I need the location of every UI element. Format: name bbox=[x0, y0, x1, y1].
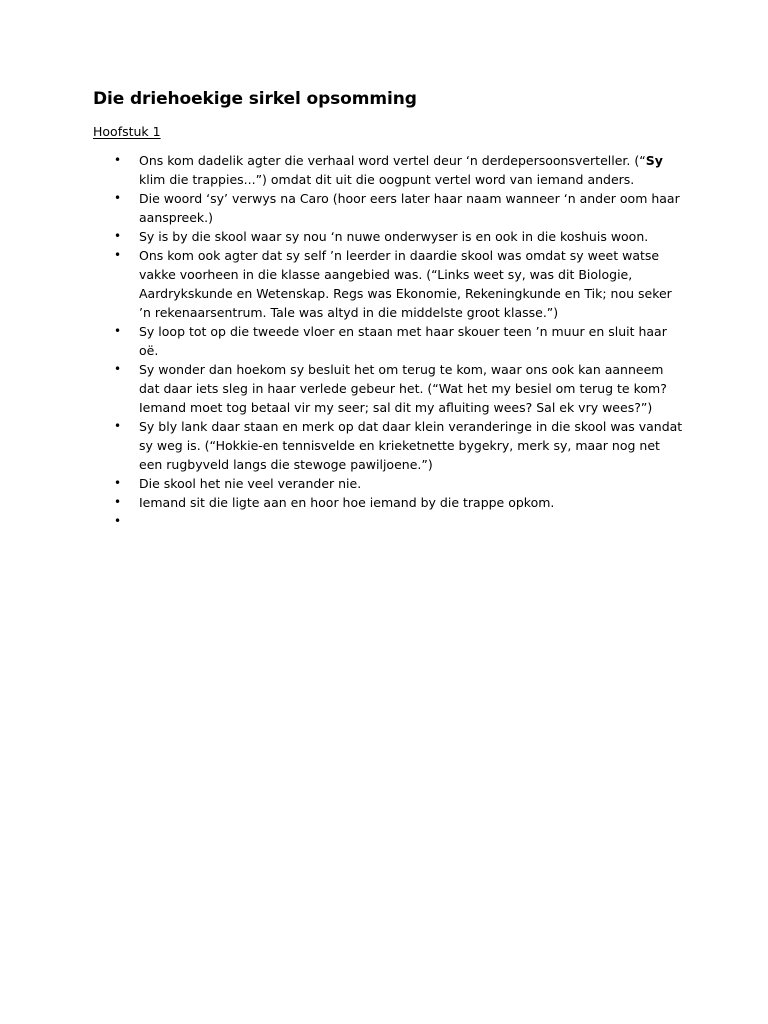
bullet-icon: • bbox=[114, 229, 122, 243]
list-item bbox=[93, 246, 683, 322]
list-item-text: Die woord ‘sy’ verwys na Caro (hoor eers later haar naam wanneer ‘n ander oom haar aanspreek.) bbox=[139, 191, 680, 225]
list-item bbox=[93, 151, 683, 189]
bullet-icon: • bbox=[114, 153, 122, 167]
list-item bbox=[93, 322, 683, 360]
bullet-icon: • bbox=[114, 495, 122, 509]
list-item-text: Iemand sit die ligte aan en hoor hoe iemand by die trappe opkom. bbox=[139, 495, 555, 510]
bullet-icon: • bbox=[114, 419, 122, 433]
bullet-icon: • bbox=[114, 514, 122, 528]
list-item-text: Sy loop tot op die tweede vloer en staan met haar skouer teen ’n muur en sluit haar oë. bbox=[139, 324, 667, 358]
list-item bbox=[93, 360, 683, 417]
bullet-icon: • bbox=[114, 324, 122, 338]
list-item-text: Ons kom dadelik agter die verhaal word vertel deur ‘n derdepersoonsverteller. (“Sy klim die trappies...”) omdat dit uit die oogpunt vertel word van iemand anders. bbox=[139, 153, 663, 187]
list-item-text: Sy is by die skool waar sy nou ‘n nuwe onderwyser is en ook in die koshuis woon. bbox=[139, 229, 649, 244]
bullet-icon: • bbox=[114, 362, 122, 376]
list-item bbox=[93, 417, 683, 474]
summary-bullet-list bbox=[93, 151, 683, 531]
bullet-icon: • bbox=[114, 476, 122, 490]
bullet-icon: • bbox=[114, 248, 122, 262]
document-title: Die driehoekige sirkel opsomming bbox=[93, 89, 417, 109]
list-item-text: Ons kom ook agter dat sy self ’n leerder in daardie skool was omdat sy weet watse vakke voorheen in die klasse aangebied was. (“Links weet sy, was dit Biologie, Aardrykskunde en Wetenskap. Regs was Ekonomie, Rekeningkunde en Tik; nou seker ’n rekenaarsentrum. Tale was altyd in die middelste groot klasse.”) bbox=[139, 248, 672, 320]
list-item-text: Sy wonder dan hoekom sy besluit het om terug te kom, waar ons ook kan aanneem dat daar iets sleg in haar verlede gebeur het. (“Wat het my besiel om terug te kom? Iemand moet tog betaal vir my seer; sal dit my afluiting wees? Sal ek vry wees?”) bbox=[139, 362, 667, 415]
list-item bbox=[93, 474, 683, 493]
list-item bbox=[93, 189, 683, 227]
bullet-icon: • bbox=[114, 191, 122, 205]
list-item-text bbox=[139, 512, 683, 531]
list-item bbox=[93, 227, 683, 246]
list-item-text: Sy bly lank daar staan en merk op dat daar klein veranderinge in die skool was vandat sy weg is. (“Hokkie-en tennisvelde en krieketnette bygekry, merk sy, maar nog net een rugbyveld langs die stewoge pawiljoene.”) bbox=[139, 419, 683, 472]
list-item bbox=[93, 493, 683, 512]
list-item-text: Die skool het nie veel verander nie. bbox=[139, 476, 362, 491]
list-item bbox=[93, 512, 683, 531]
chapter-heading: Hoofstuk 1 bbox=[93, 124, 161, 139]
